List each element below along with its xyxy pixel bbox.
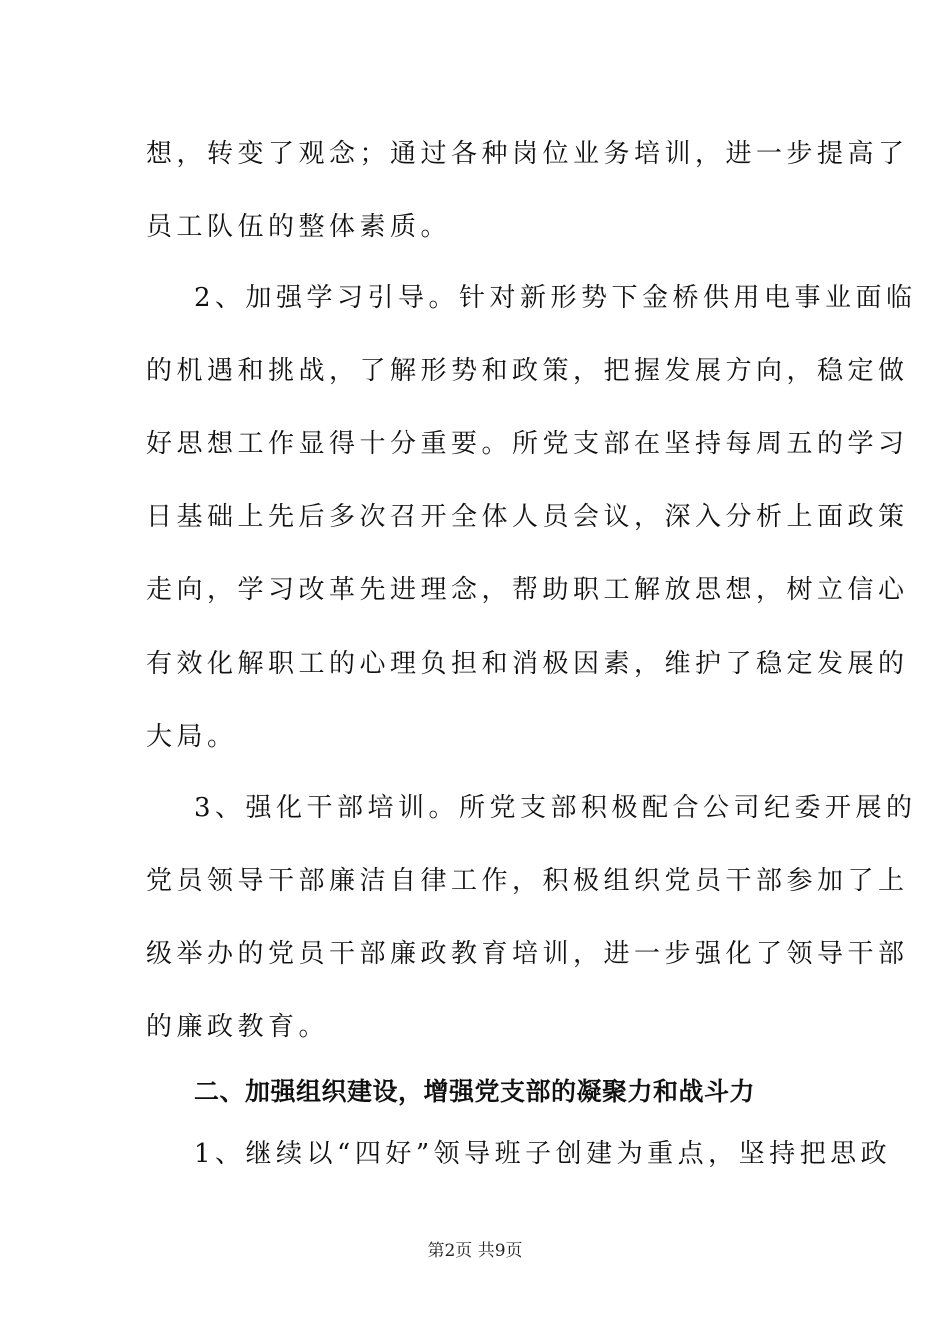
paragraph-line: 大局。 <box>146 722 238 752</box>
paragraph-line: 2、加强学习引导。针对新形势下金桥供用电事业面临 <box>194 283 917 313</box>
paragraph-line: 级举办的党员干部廉政教育培训，进一步强化了领导干部 <box>146 939 909 969</box>
paragraph-line: 想，转变了观念；通过各种岗位业务培训，进一步提高了 <box>146 139 909 169</box>
paragraph-line: 有效化解职工的心理负担和消极因素，维护了稳定发展的 <box>146 649 909 679</box>
paragraph-line: 1、继续以“四好”领导班子创建为重点，坚持把思政 <box>194 1139 892 1169</box>
paragraph-line: 员工队伍的整体素质。 <box>146 212 452 242</box>
paragraph-line: 的机遇和挑战，了解形势和政策，把握发展方向，稳定做 <box>146 356 909 386</box>
section-heading: 二、加强组织建设，增强党支部的凝聚力和战斗力 <box>194 1077 756 1106</box>
paragraph-line: 党员领导干部廉洁自律工作，积极组织党员干部参加了上 <box>146 866 909 896</box>
paragraph-line: 好思想工作显得十分重要。所党支部在坚持每周五的学习 <box>146 429 909 459</box>
paragraph-line: 的廉政教育。 <box>146 1012 330 1042</box>
paragraph-line: 日基础上先后多次召开全体人员会议，深入分析上面政策 <box>146 502 909 532</box>
page-footer: 第2页 共9页 <box>427 1241 523 1261</box>
paragraph-line: 走向，学习改革先进理念，帮助职工解放思想，树立信心 <box>146 575 909 605</box>
paragraph-line: 3、强化干部培训。所党支部积极配合公司纪委开展的 <box>194 793 917 823</box>
